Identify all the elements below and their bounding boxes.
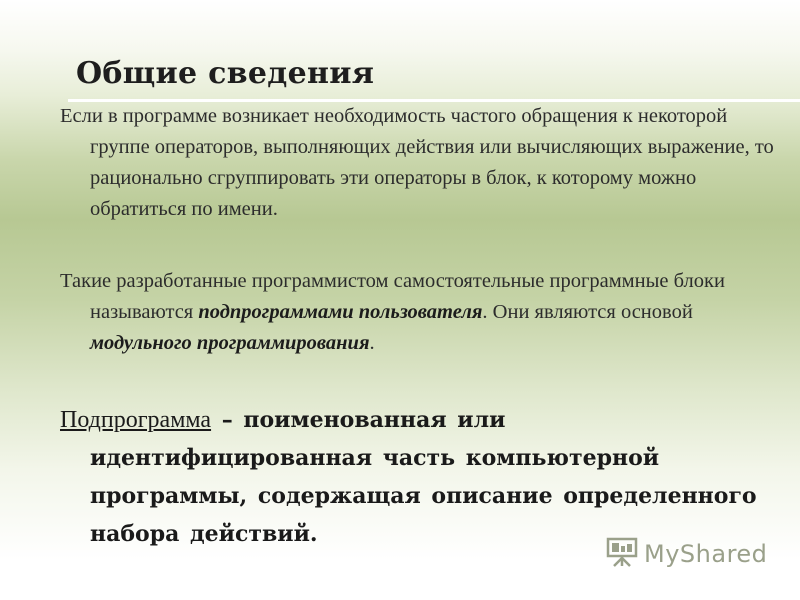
definition-text: – поименованная или идентифицированная часть компьютерной программы, содержащая описание определенного набора действий.: [90, 407, 757, 547]
term-user-subroutines: подпрограммами пользователя: [198, 301, 483, 323]
watermark-text: MyShared: [644, 540, 768, 568]
definition-term: Подпрограмма: [60, 407, 212, 433]
presentation-board-icon: [606, 536, 640, 572]
paragraph-2-text-3: .: [369, 332, 375, 354]
paragraph-2-text-1: Такие разработанные программистом самостоятельные программные блоки называются: [60, 270, 725, 323]
term-modular-programming: модульного программирования: [90, 332, 370, 354]
paragraph-2: [60, 266, 790, 359]
paragraph-2-text-2: . Они являются основой: [482, 301, 693, 323]
watermark: [606, 536, 767, 572]
paragraph-1: Если в программе возникает необходимость частого обращения к некоторой группе операторов, выполняющих действия или вычисляющих выражение, то рационально сгруппировать эти операторы в блок, к которому можно обратиться по имени.: [60, 105, 774, 220]
definition: [60, 401, 790, 553]
slide-title: Общие сведения: [76, 56, 375, 91]
